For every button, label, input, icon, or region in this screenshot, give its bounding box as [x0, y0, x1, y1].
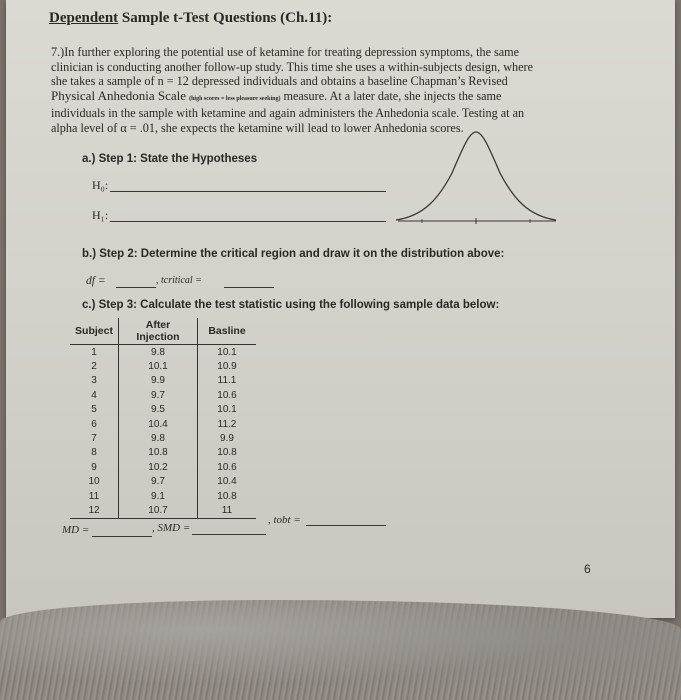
cell-subject: 7 [70, 431, 119, 445]
fur-blanket-background [0, 600, 681, 700]
cell-baseline: 11 [198, 503, 257, 518]
h1-label: H₁: [92, 208, 109, 222]
header-after-injection: After Injection [119, 318, 198, 345]
cell-subject: 6 [70, 417, 119, 431]
h1-answer-line[interactable] [110, 221, 386, 222]
df-answer-line[interactable] [116, 287, 156, 288]
page-title [49, 10, 332, 27]
md-label: MD = [62, 524, 90, 536]
cell-after: 10.8 [119, 446, 198, 460]
smd-label: , SMD = [152, 522, 191, 534]
cell-after: 9.5 [119, 403, 198, 417]
table-row [70, 446, 256, 460]
table-row [70, 359, 256, 373]
page-number: 6 [584, 562, 591, 576]
cell-subject: 3 [70, 374, 119, 388]
cell-subject: 4 [70, 388, 119, 402]
table-row [70, 431, 256, 445]
cell-baseline: 9.9 [220, 433, 234, 445]
cell-subject: 8 [70, 446, 119, 460]
paragraph-lead: 7.)In further exploring the potential use of ketamine for treating depression symptoms, the same clinician is conducting another follow-up study. This time she uses a within-subjects design, where she takes a sample of n = 12 depressed individuals and obtains a baseline Chapman’s Revised [51, 45, 533, 89]
cell-subject: 12 [70, 503, 119, 518]
cell-baseline: 10.4 [217, 476, 237, 488]
cell-after: 9.8 [119, 345, 198, 360]
table-row [70, 503, 256, 518]
table-row [70, 460, 256, 474]
cell-baseline: 10.9 [217, 361, 237, 373]
cell-baseline: 10.1 [217, 346, 237, 358]
cell-after: 10.2 [119, 460, 198, 474]
cell-subject: 11 [70, 489, 119, 503]
cell-after: 9.7 [119, 475, 198, 489]
paragraph-rest: measure. At a later date, she injects the same individuals in the sample with ketamine and again administers the Anhedonia scale. Testing at an alpha level of α = .01, she expects the ketamine will lead to lower Anhedonia scores. [51, 88, 525, 135]
cell-after: 10.4 [119, 417, 198, 431]
table-row [70, 489, 256, 503]
cell-subject: 1 [70, 345, 119, 360]
cell-baseline: 10.6 [217, 461, 237, 473]
cell-baseline: 10.8 [217, 490, 237, 502]
h0-answer-line[interactable] [110, 191, 386, 192]
tobt-answer-line[interactable] [306, 525, 386, 526]
step-b-heading: b.) Step 2: Determine the critical region and draw it on the distribution above: [82, 248, 505, 260]
sample-data-table [70, 318, 256, 519]
normal-distribution-curve [394, 128, 559, 230]
table-header-row [70, 318, 256, 345]
cell-after: 10.1 [119, 359, 198, 373]
cell-after: 9.8 [119, 431, 198, 445]
step-c-heading: c.) Step 3: Calculate the test statistic using the following sample data below: [82, 299, 500, 311]
cell-baseline: 10.8 [217, 447, 237, 459]
title-rest: Sample t-Test Questions (Ch.11): [118, 10, 333, 26]
cell-subject: 9 [70, 460, 119, 474]
header-baseline: Basline [198, 318, 257, 345]
problem-paragraph [51, 45, 551, 136]
cell-subject: 10 [70, 475, 119, 489]
title-underlined-word: Dependent [49, 10, 119, 26]
scale-name: Physical Anhedonia Scale [51, 87, 187, 103]
cell-after: 9.7 [119, 388, 198, 402]
table-row [70, 374, 256, 388]
cell-baseline: 10.6 [217, 389, 237, 401]
header-subject: Subject [70, 318, 119, 345]
table-row [70, 417, 256, 431]
cell-baseline: 10.1 [217, 404, 237, 416]
cell-after: 10.7 [119, 503, 198, 518]
tobt-label: , tobt = [268, 514, 301, 526]
worksheet-page [6, 0, 675, 618]
cell-subject: 5 [70, 403, 119, 417]
cell-baseline: 11.1 [217, 375, 237, 387]
tcritical-label: , tcritical = [156, 275, 202, 286]
scale-note: (high scores = less pleasure seeking) [189, 95, 281, 102]
cell-subject: 2 [70, 359, 119, 373]
cell-after: 9.9 [119, 374, 198, 388]
smd-answer-line[interactable] [192, 534, 266, 535]
step-a-heading: a.) Step 1: State the Hypotheses [82, 153, 258, 165]
cell-after: 9.1 [119, 489, 198, 503]
table-row [70, 345, 256, 360]
md-answer-line[interactable] [92, 536, 152, 537]
table-row [70, 388, 256, 402]
cell-baseline: 11.2 [217, 418, 237, 430]
h0-label: H₀: [92, 178, 109, 192]
df-label: df = [86, 275, 106, 287]
tcritical-answer-line[interactable] [224, 287, 274, 288]
table-row [70, 403, 256, 417]
table-row [70, 475, 256, 489]
